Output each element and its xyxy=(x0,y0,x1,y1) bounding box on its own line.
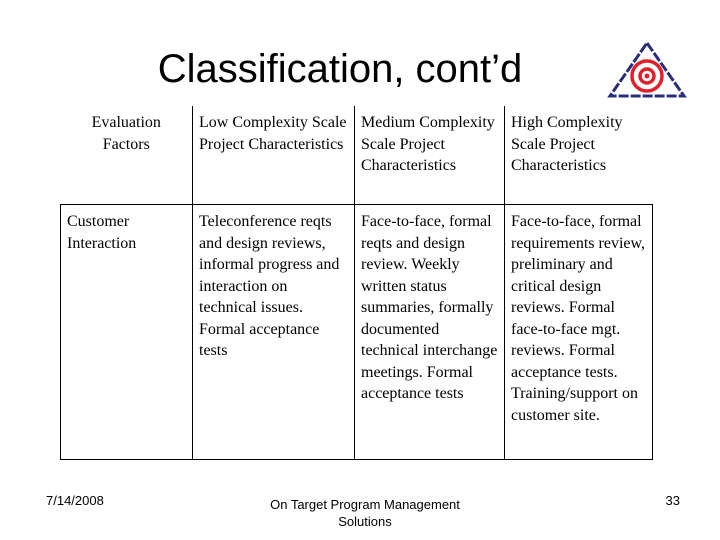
header-high-complexity: High Complexity Scale Project Characteristics xyxy=(505,106,653,205)
row-high-complexity-cell: Face-to-face, formal requirements review, preliminary and critical design reviews. Formal face-to-face mgt. reviews. Formal acceptance tests. Training/support on customer site. xyxy=(505,205,653,460)
target-triangle-icon xyxy=(606,40,688,100)
row-low-complexity-cell: Teleconference reqts and design reviews, informal progress and interaction on technical issues. Formal acceptance tests xyxy=(193,205,355,460)
header-medium-complexity: Medium Complexity Scale Project Characteristics xyxy=(355,106,505,205)
header-low-complexity: Low Complexity Scale Project Characteristics xyxy=(193,106,355,205)
table-row xyxy=(61,205,653,460)
row-customer-interaction-label: Customer Interaction xyxy=(61,205,193,460)
row-medium-complexity-cell: Face-to-face, formal reqts and design review. Weekly written status summaries, formally documented technical interchange meetings. Formal acceptance tests xyxy=(355,205,505,460)
footer-company: On Target Program Management Solutions xyxy=(270,497,460,529)
page-number: 33 xyxy=(665,493,680,508)
header-row xyxy=(61,106,653,205)
classification-table xyxy=(60,106,653,460)
footer-date: 7/14/2008 xyxy=(46,493,104,508)
slide-title: Classification, cont’d xyxy=(157,47,523,91)
header-evaluation-factors: Evaluation Factors xyxy=(61,106,193,205)
